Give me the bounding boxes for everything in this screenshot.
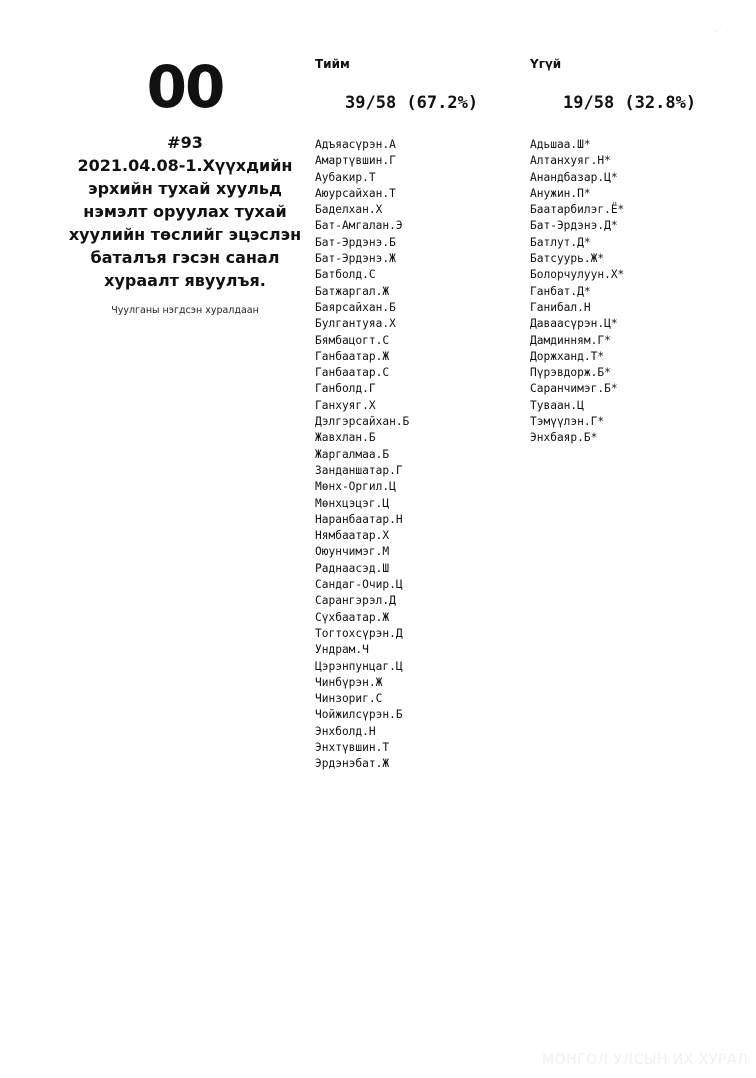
yes-voter-name: Ганбаатар.Ж xyxy=(315,349,390,363)
no-voter-name: Бат-Эрдэнэ.Д* xyxy=(530,219,618,233)
yes-voter-name: Цэрэнпунцаг.Ц xyxy=(315,659,403,673)
yes-voter-name: Эрдэнэбат.Ж xyxy=(315,757,390,771)
yes-voter-name: Баярсайхан.Б xyxy=(315,300,396,314)
yes-name-list xyxy=(315,137,409,773)
yes-voter-name: Раднаасэд.Ш xyxy=(315,561,390,575)
no-voter-name: Алтанхуяг.Н* xyxy=(530,154,611,168)
yes-voter-name: Булгантуяа.Х xyxy=(315,317,396,331)
yes-voter-name: Дэлгэрсайхан.Б xyxy=(315,415,410,429)
yes-voter-name: Бат-Амгалан.Э xyxy=(315,219,403,233)
no-voter-name: Адьшаа.Ш* xyxy=(530,138,591,151)
no-header: Үгүй xyxy=(530,57,562,71)
yes-voter-name: Адъяасүрэн.А xyxy=(315,138,396,151)
no-voter-name: Саранчимэг.Б* xyxy=(530,382,618,396)
yes-voter-name: Жавхлан.Б xyxy=(315,431,376,445)
yes-voter-name: Баделхан.Х xyxy=(315,203,383,217)
motion-title-line: эрхийн тухай хуульд xyxy=(88,179,282,198)
yes-voter-name: Чинбүрэн.Ж xyxy=(315,675,383,689)
yes-voter-name: Ганболд.Г xyxy=(315,382,376,396)
yes-voter-name: Батболд.С xyxy=(315,268,376,282)
no-voter-name: Болорчулуун.Х* xyxy=(530,268,625,282)
yes-voter-name: Ганхуяг.Х xyxy=(315,398,376,412)
no-voter-name: Батсуурь.Ж* xyxy=(530,252,605,266)
no-voter-name: Тэмүүлэн.Г* xyxy=(530,415,605,429)
watermark: МОНГОЛ УЛСЫН ИХ ХУРАЛ xyxy=(541,1052,748,1068)
vote-number: #93 xyxy=(167,133,203,152)
no-voter-name: Анандбазар.Ц* xyxy=(530,170,618,184)
yes-voter-name: Бямбацогт.С xyxy=(315,333,390,347)
no-voter-name: Энхбаяр.Б* xyxy=(530,431,598,445)
no-voter-name: Туваан.Ц xyxy=(530,398,584,412)
no-voter-name: Ганибал.Н xyxy=(530,300,591,314)
yes-voter-name: Амартүвшин.Г xyxy=(315,154,396,168)
no-name-list xyxy=(530,137,624,447)
no-voter-name: Батлут.Д* xyxy=(530,235,591,249)
yes-voter-name: Мөнх-Оргил.Ц xyxy=(315,480,396,494)
yes-voter-name: Чинзориг.С xyxy=(315,692,383,706)
yes-voter-name: Сүхбаатар.Ж xyxy=(315,610,390,624)
yes-voter-name: Энхболд.Н xyxy=(315,724,376,738)
yes-voter-name: Батжаргал.Ж xyxy=(315,284,390,298)
no-voter-name: Баатарбилэг.Ё* xyxy=(530,203,625,217)
yes-voter-name: Аюурсайхан.Т xyxy=(315,186,396,200)
yes-voter-name: Жаргалмаа.Б xyxy=(315,447,390,461)
scan-specks: · · xyxy=(714,28,730,36)
yes-voter-name: Сарангэрэл.Д xyxy=(315,594,396,608)
yes-header: Тийм xyxy=(315,57,350,71)
yes-voter-name: Бат-Эрдэнэ.Ж xyxy=(315,252,396,266)
yes-voter-name: Энхтүвшин.Т xyxy=(315,740,390,754)
no-voter-name: Пүрэвдорж.Б* xyxy=(530,366,611,380)
yes-voter-name: Бат-Эрдэнэ.Б xyxy=(315,235,396,249)
no-voter-name: Дамдинням.Г* xyxy=(530,333,611,347)
motion-title-line: 2021.04.08-1.Хүүхдийн xyxy=(77,156,293,175)
yes-column xyxy=(315,56,515,771)
no-voter-name: Даваасүрэн.Ц* xyxy=(530,317,618,331)
no-voter-name: Доржханд.Т* xyxy=(530,349,605,363)
yes-voter-name: Сандаг-Очир.Ц xyxy=(315,578,403,592)
session-name: Чуулганы нэгдсэн хуралдаан xyxy=(111,305,259,316)
yes-voter-name: Тогтохсүрэн.Д xyxy=(315,626,403,640)
no-voter-name: Анужин.П* xyxy=(530,186,591,200)
no-voter-name: Ганбат.Д* xyxy=(530,284,591,298)
no-column xyxy=(530,56,730,445)
yes-voter-name: Наранбаатар.Н xyxy=(315,512,403,526)
yes-voter-name: Мөнхцэцэг.Ц xyxy=(315,496,390,510)
yes-voter-name: Нямбаатар.Х xyxy=(315,529,390,543)
motion-title-line: баталъя гэсэн санал xyxy=(90,248,280,267)
motion-title-line: нэмэлт оруулах тухай xyxy=(83,202,287,221)
yes-voter-name: Ундрам.Ч xyxy=(315,643,369,657)
yes-voter-name: Аубакир.Т xyxy=(315,170,376,184)
vote-code: 00 xyxy=(146,53,224,121)
motion-title xyxy=(60,154,310,292)
yes-voter-name: Ганбаатар.С xyxy=(315,366,390,380)
vote-summary-panel xyxy=(60,52,310,318)
motion-title-line: хуулийн төслийг эцэслэн xyxy=(68,225,302,244)
yes-voter-name: Занданшатар.Г xyxy=(315,463,403,477)
yes-voter-name: Чойжилсүрэн.Б xyxy=(315,708,403,722)
motion-title-line: хураалт явуулъя. xyxy=(104,271,266,290)
yes-count: 39/58 (67.2%) xyxy=(345,93,479,113)
no-count: 19/58 (32.8%) xyxy=(563,93,697,113)
yes-voter-name: Оюунчимэг.М xyxy=(315,545,390,559)
